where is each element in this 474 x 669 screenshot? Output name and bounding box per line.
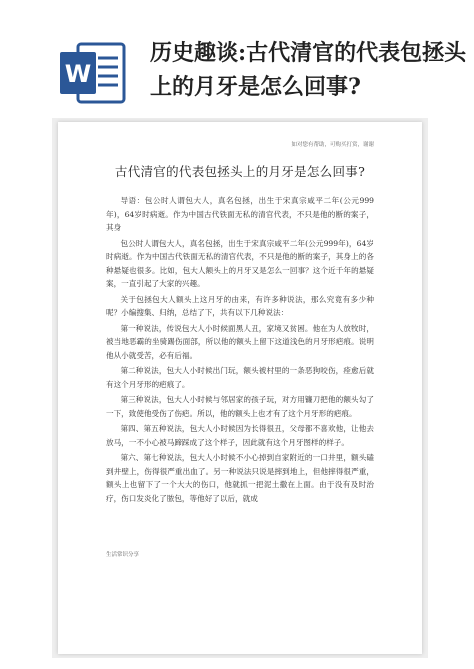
svg-text:W: W — [64, 60, 92, 88]
paragraph: 第六、第七种说法，包大人小时候不小心掉到自家附近的一口井里，额头磕到井壁上，伤得很严重出血了。另一种说法只说是摔到地上，但他摔得很严重，额头上也留下了一个大大的伤口，他就抓一把泥土撒在上面。由于没有及时治疗，伤口发炎化了脓包，等他好了以后，就成 — [106, 453, 374, 503]
paragraph: 第三种说法，包大人小时候与邻居家的孩子玩，对方用镰刀把他的额头勾了一下，致使他受伤了伤疤。所以，他的额头上也才有了这个月牙形的疤痕。 — [106, 395, 374, 418]
paragraph: 导语：包公时人谓包大人，真名包拯，出生于宋真宗咸平二年(公元999年)，64岁时病逝。作为中国古代铁面无私的清官代表，不只是他的断的案子，其身 — [106, 196, 374, 232]
document-page — [58, 122, 422, 654]
paragraph: 包公时人谓包大人，真名包拯，出生于宋真宗咸平二年(公元999年)，64岁时病逝。作为中国古代铁面无私的清官代表，不只是他的断的案子，其身上的各种悬疑也很多。比如，包大人额头上的月牙又是怎么一回事？这个近千年的悬疑案，一直引起了大家的兴趣。 — [106, 238, 374, 288]
paragraph: 第二种说法，包大人小时候出门玩，额头被村里的一条恶狗咬伤，痊愈后就有这个月牙形的疤痕了。 — [106, 366, 374, 389]
banner-title: 历史趣谈:古代清官的代表包拯头上的月牙是怎么回事? — [150, 40, 467, 100]
paragraph: 关于包拯包大人额头上这月牙的由来，有许多种说法，那么究竟有多少种呢？小编搜集、归纳，总结了下，共有以下几种说法： — [106, 294, 374, 317]
document-title: 古代清官的代表包拯头上的月牙是怎么回事? — [114, 164, 366, 179]
banner — [0, 0, 474, 130]
paragraph: 第四、第五种说法，包大人小时候因为长得很丑，父母都不喜欢他，让他去放马，一不小心被马蹄踩成了这个样子，因此就有这个月牙图样的样子。 — [106, 424, 374, 447]
word-document-icon — [58, 40, 128, 106]
footer-note: 生活常识分享 — [106, 552, 140, 558]
header-note: 如对您有帮助，可购买打赏，谢谢 — [291, 142, 374, 148]
paragraph: 第一种说法，传说包大人小时候面黑人丑，家境又贫困。他在为人放牧时，被当地恶霸的坐骑踢伤面部，所以他的额头上留下这道浅色的月牙形疤痕。说明他从小就受苦，必有后福。 — [106, 323, 374, 360]
